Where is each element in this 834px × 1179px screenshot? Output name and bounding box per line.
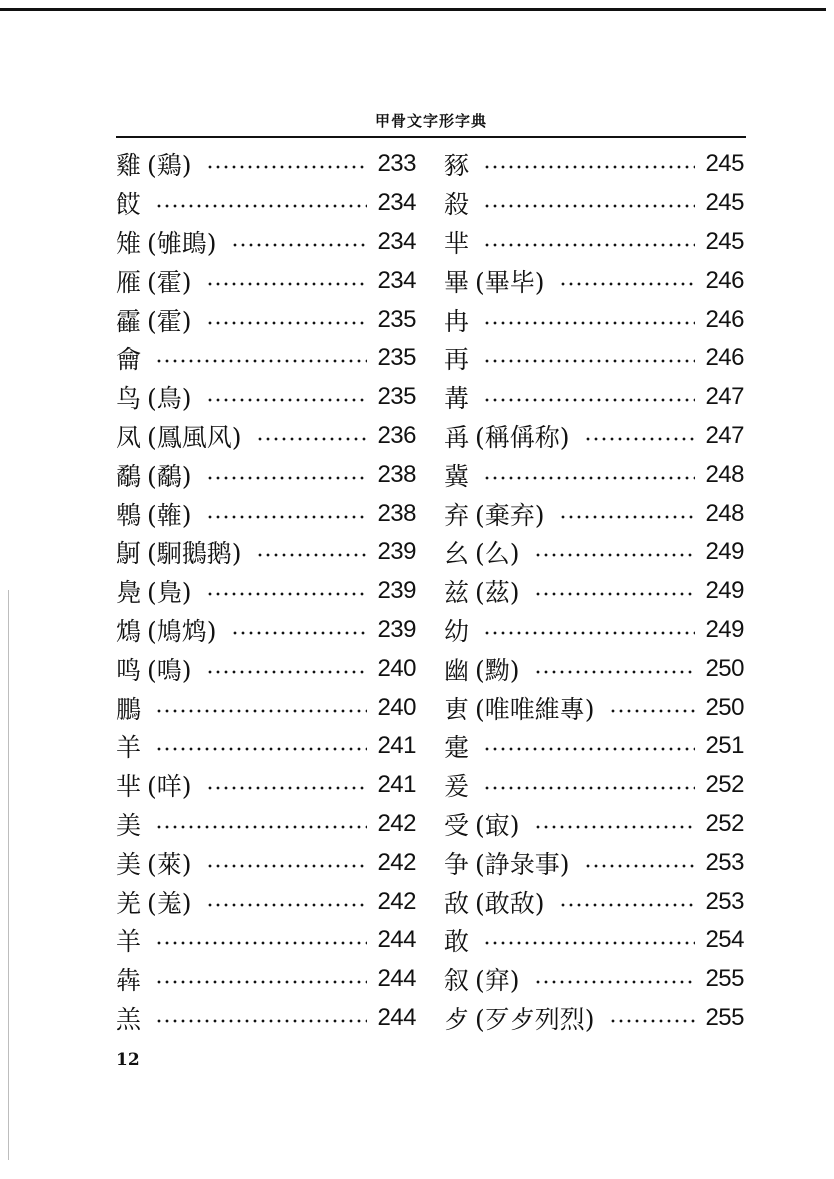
entry-character: 爯 (444, 422, 470, 452)
index-entry (116, 727, 416, 766)
entry-variants: (敢敌) (475, 888, 545, 918)
entry-character: 殺 (444, 190, 470, 220)
entry-page-number: 239 (377, 615, 416, 643)
entry-page-number: 246 (705, 305, 744, 333)
dot-leader (206, 786, 368, 790)
dot-leader (483, 476, 695, 480)
dot-leader (534, 592, 696, 596)
entry-page-number: 244 (377, 965, 416, 993)
entry-variants: (鳩鸩) (147, 616, 217, 646)
index-entry (444, 572, 744, 611)
entry-character: 羊 (116, 733, 142, 763)
index-entry (444, 300, 744, 339)
entry-page-number: 250 (705, 693, 744, 721)
index-entry (116, 378, 416, 417)
entry-variants: (㝡) (475, 810, 520, 840)
dot-leader (155, 359, 367, 363)
entry-character: 雞 (116, 151, 142, 181)
dot-leader (206, 592, 368, 596)
entry-character: 鴆 (116, 616, 142, 646)
index-entry (116, 145, 416, 184)
index-entry (444, 766, 744, 805)
index-entry (116, 300, 416, 339)
dot-leader (534, 825, 696, 829)
entry-page-number: 235 (377, 383, 416, 411)
index-entry (116, 494, 416, 533)
entry-variants: (棄弃) (475, 500, 545, 530)
entry-variants: (黝) (475, 655, 520, 685)
dot-leader (483, 941, 695, 945)
index-entry (444, 223, 744, 262)
entry-page-number: 248 (705, 499, 744, 527)
entry-page-number: 239 (377, 538, 416, 566)
index-entry (444, 417, 744, 456)
entry-character: 羔 (116, 1004, 142, 1034)
entry-variants: (鳥) (147, 384, 192, 414)
entry-page-number: 242 (377, 887, 416, 915)
entry-character: 弃 (444, 500, 470, 530)
dot-leader (256, 437, 368, 441)
entry-character: 兹 (444, 578, 470, 608)
dot-leader (206, 398, 368, 402)
dot-leader (534, 553, 696, 557)
entry-character: 鸟 (116, 384, 142, 414)
page-number: 12 (116, 1050, 140, 1070)
index-column-right (444, 145, 744, 1037)
entry-page-number: 234 (377, 266, 416, 294)
dot-leader (483, 243, 695, 247)
index-entry (116, 843, 416, 882)
entry-page-number: 250 (705, 654, 744, 682)
entry-variants: (么) (475, 539, 520, 569)
index-entry (444, 455, 744, 494)
entry-variants: (穽) (475, 966, 520, 996)
dot-leader (483, 321, 695, 325)
entry-character: 畢 (444, 267, 470, 297)
entry-page-number: 241 (377, 771, 416, 799)
entry-character: 叙 (444, 966, 470, 996)
dot-leader (155, 825, 367, 829)
index-entry (444, 960, 744, 999)
index-entry (444, 921, 744, 960)
dot-leader (206, 670, 368, 674)
entry-character: 羊 (116, 927, 142, 957)
entry-page-number: 244 (377, 1003, 416, 1031)
entry-character: 雁 (116, 267, 142, 297)
dot-leader (206, 282, 368, 286)
entry-character: 雉 (116, 228, 142, 258)
top-page-rule (0, 8, 826, 11)
dot-leader (483, 747, 695, 751)
index-entry (116, 766, 416, 805)
dot-leader (155, 941, 367, 945)
dot-leader (584, 437, 696, 441)
index-entry (444, 611, 744, 650)
entry-character: 受 (444, 810, 470, 840)
entry-character: 犇 (116, 966, 142, 996)
dot-leader (206, 515, 368, 519)
entry-page-number: 239 (377, 577, 416, 605)
entry-page-number: 235 (377, 305, 416, 333)
dot-leader (155, 747, 367, 751)
dot-leader (483, 165, 695, 169)
entry-page-number: 255 (705, 965, 744, 993)
dot-leader (483, 359, 695, 363)
entry-variants: (羗) (147, 888, 192, 918)
entry-page-number: 249 (705, 538, 744, 566)
index-entry (444, 843, 744, 882)
dot-leader (559, 515, 696, 519)
entry-character: 鴚 (116, 539, 142, 569)
index-entry (116, 921, 416, 960)
entry-variants: (鳳風风) (147, 422, 242, 452)
dot-leader (155, 204, 367, 208)
dot-leader (206, 165, 368, 169)
entry-page-number: 248 (705, 460, 744, 488)
entry-page-number: 235 (377, 344, 416, 372)
index-entry (116, 533, 416, 572)
entry-character: 鵬 (116, 694, 142, 724)
entry-page-number: 245 (705, 150, 744, 178)
dot-leader (206, 321, 368, 325)
entry-variants: (鳬) (147, 578, 192, 608)
entry-page-number: 251 (705, 732, 744, 760)
index-entry (444, 378, 744, 417)
entry-page-number: 234 (377, 189, 416, 217)
entry-character: 幼 (444, 616, 470, 646)
index-entry (444, 688, 744, 727)
entry-character: 鳧 (116, 578, 142, 608)
dot-leader (155, 709, 367, 713)
dot-leader (609, 709, 696, 713)
entry-page-number: 249 (705, 615, 744, 643)
entry-page-number: 241 (377, 732, 416, 760)
index-entry (116, 999, 416, 1038)
index-entry (116, 339, 416, 378)
entry-character: 疐 (444, 733, 470, 763)
entry-character: 鸣 (116, 655, 142, 685)
entry-character: 鷸 (116, 461, 142, 491)
entry-character: 龠 (116, 345, 142, 375)
entry-page-number: 233 (377, 150, 416, 178)
entry-character: 凤 (116, 422, 142, 452)
entry-character: 冀 (444, 461, 470, 491)
entry-variants: (鶏) (147, 151, 192, 181)
entry-variants: (茲) (475, 578, 520, 608)
header-rule (116, 136, 746, 138)
dot-leader (256, 553, 368, 557)
entry-character: 歺 (444, 1004, 470, 1034)
index-entry (116, 805, 416, 844)
entry-page-number: 236 (377, 421, 416, 449)
entry-variants: (駉鵝鹅) (147, 539, 242, 569)
entry-page-number: 255 (705, 1003, 744, 1031)
entry-character: 靃 (116, 306, 142, 336)
entry-variants: (咩) (147, 772, 192, 802)
index-entry (444, 727, 744, 766)
dot-leader (206, 476, 368, 480)
index-entry (444, 649, 744, 688)
entry-character: 爰 (444, 772, 470, 802)
entry-page-number: 245 (705, 227, 744, 255)
dot-leader (559, 903, 696, 907)
index-entry (444, 882, 744, 921)
index-entry (116, 611, 416, 650)
entry-page-number: 246 (705, 266, 744, 294)
entry-page-number: 242 (377, 848, 416, 876)
entry-character: 敢 (444, 927, 470, 957)
index-entry (116, 223, 416, 262)
dot-leader (231, 243, 368, 247)
entry-page-number: 238 (377, 499, 416, 527)
entry-variants: (雗) (147, 500, 192, 530)
entry-variants: (鳴) (147, 655, 192, 685)
entry-page-number: 238 (377, 460, 416, 488)
index-entry (116, 649, 416, 688)
dot-leader (483, 398, 695, 402)
entry-page-number: 253 (705, 848, 744, 876)
dot-leader (483, 631, 695, 635)
entry-page-number: 254 (705, 926, 744, 954)
entry-variants: (鷸) (147, 461, 192, 491)
index-entry (444, 494, 744, 533)
entry-character: 鵯 (116, 500, 142, 530)
index-column-left (116, 145, 416, 1037)
index-entry (444, 999, 744, 1038)
index-entry (444, 261, 744, 300)
entry-variants: (畢毕) (475, 267, 545, 297)
entry-variants: (歹歺列烈) (475, 1004, 595, 1034)
entry-variants: (霍) (147, 267, 192, 297)
index-entry (444, 339, 744, 378)
entry-page-number: 244 (377, 926, 416, 954)
dot-leader (534, 670, 696, 674)
running-head: 甲骨文字形字典 (374, 112, 487, 130)
dot-leader (206, 903, 368, 907)
page-edge-line (8, 590, 9, 1160)
entry-character: 美 (116, 849, 142, 879)
entry-page-number: 240 (377, 654, 416, 682)
index-entry (444, 533, 744, 572)
entry-character: 冓 (444, 384, 470, 414)
dot-leader (559, 282, 696, 286)
index-entry (444, 184, 744, 223)
entry-character: 叀 (444, 694, 470, 724)
entry-page-number: 252 (705, 809, 744, 837)
index-entry (116, 688, 416, 727)
entry-page-number: 253 (705, 887, 744, 915)
entry-page-number: 245 (705, 189, 744, 217)
entry-variants: (稱偁称) (475, 422, 570, 452)
entry-variants: (萊) (147, 849, 192, 879)
entry-page-number: 240 (377, 693, 416, 721)
entry-character: 幽 (444, 655, 470, 685)
index-entry (116, 261, 416, 300)
dot-leader (155, 1019, 367, 1023)
dot-leader (206, 864, 368, 868)
dot-leader (231, 631, 368, 635)
entry-page-number: 234 (377, 227, 416, 255)
entry-page-number: 249 (705, 577, 744, 605)
index-entry (116, 184, 416, 223)
entry-page-number: 252 (705, 771, 744, 799)
index-entry (116, 882, 416, 921)
entry-character: 敌 (444, 888, 470, 918)
index-entry (116, 417, 416, 456)
entry-character: 豩 (444, 151, 470, 181)
dot-leader (584, 864, 696, 868)
index-entry (444, 805, 744, 844)
index-entry (116, 960, 416, 999)
entry-character: 幺 (444, 539, 470, 569)
entry-character: 美 (116, 810, 142, 840)
dot-leader (609, 1019, 696, 1023)
dot-leader (483, 786, 695, 790)
entry-page-number: 246 (705, 344, 744, 372)
entry-character: 争 (444, 849, 470, 879)
entry-page-number: 247 (705, 421, 744, 449)
entry-variants: (諍彔事) (475, 849, 570, 879)
dot-leader (155, 980, 367, 984)
entry-character: 再 (444, 345, 470, 375)
dot-leader (534, 980, 696, 984)
entry-character: 冉 (444, 306, 470, 336)
entry-variants: (雊鴡) (147, 228, 217, 258)
entry-variants: (唯唯維專) (475, 694, 595, 724)
entry-page-number: 247 (705, 383, 744, 411)
entry-variants: (霍) (147, 306, 192, 336)
entry-page-number: 242 (377, 809, 416, 837)
entry-character: 羌 (116, 888, 142, 918)
entry-character: 芈 (444, 228, 470, 258)
dot-leader (483, 204, 695, 208)
entry-character: 芈 (116, 772, 142, 802)
entry-character: 餀 (116, 190, 142, 220)
index-entry (444, 145, 744, 184)
index-entry (116, 572, 416, 611)
index-entry (116, 455, 416, 494)
